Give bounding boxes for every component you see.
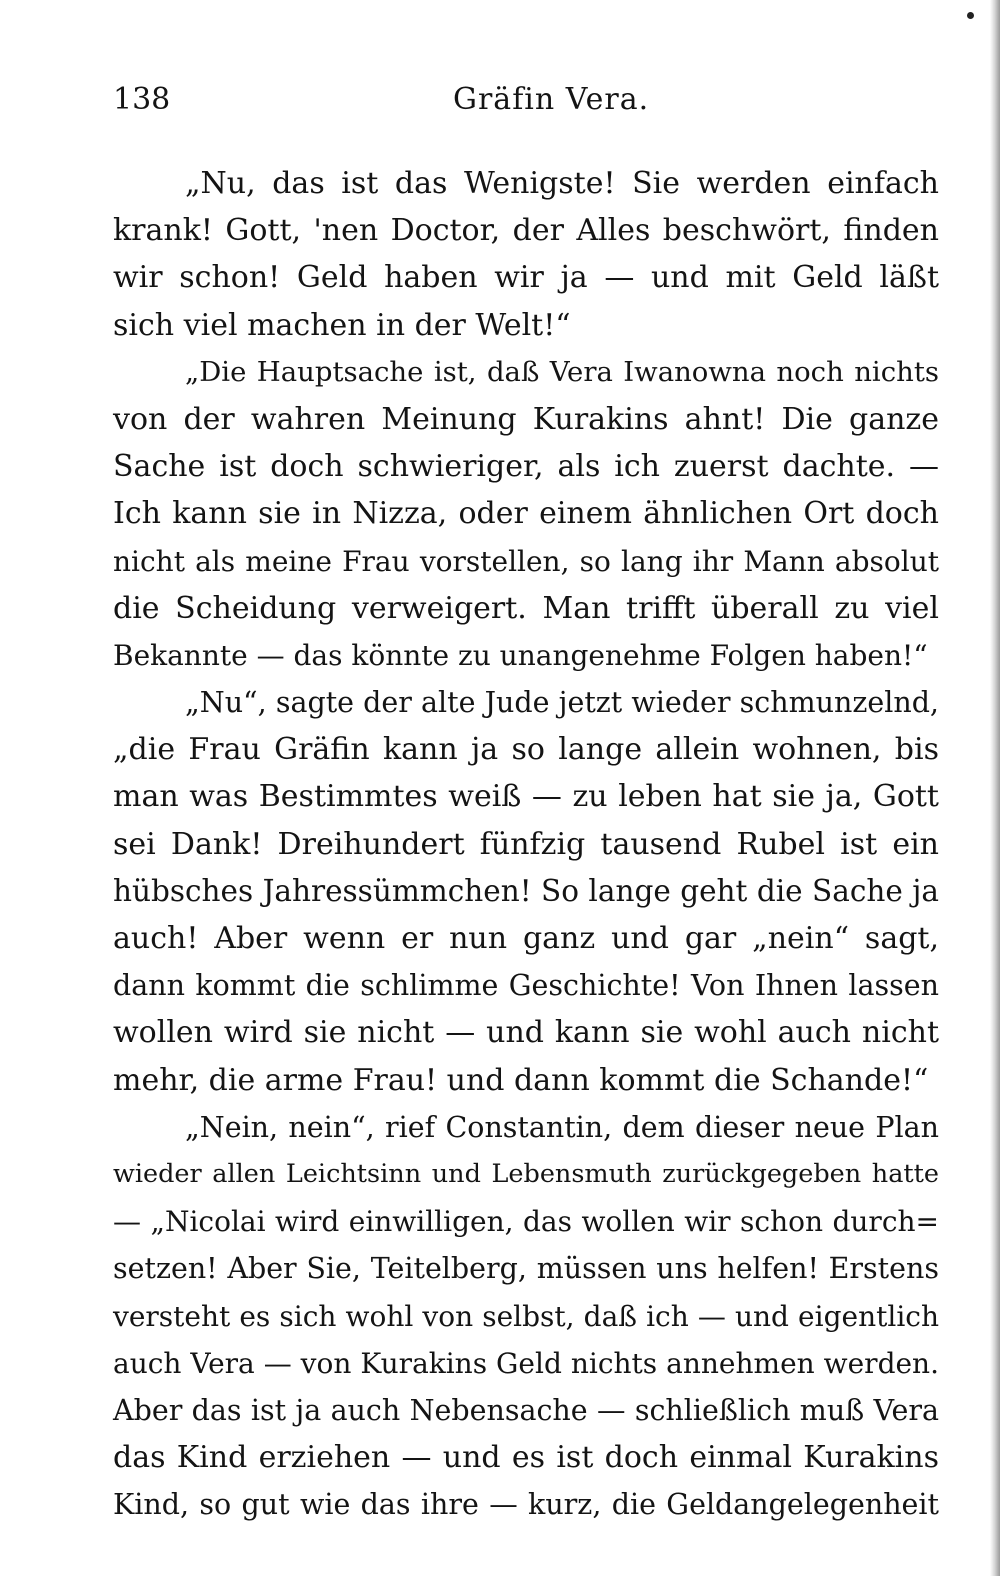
text-line: von der wahren Meinung Kurakins ahnt! Die ganze (113, 401, 939, 437)
text-line: sich viel machen in der Welt!“ (113, 307, 571, 343)
text-line: versteht es sich wohl von selbst, daß ich — und eigentlich (113, 1299, 939, 1333)
body-text (113, 160, 939, 1528)
text-line: das Kind erziehen — und es ist doch einmal Kurakins (113, 1440, 939, 1476)
text-line: Aber das ist ja auch Nebensache — schließlich muß Vera (113, 1393, 939, 1427)
text-line: „Nein, nein“, rief Constantin, dem dieser neue Plan (185, 1110, 939, 1144)
text-line: „die Frau Gräfin kann ja so lange allein wohnen, bis (113, 732, 939, 768)
text-line: setzen! Aber Sie, Teitelberg, müssen uns helfen! Erstens (113, 1252, 939, 1286)
text-line: nicht als meine Frau vorstellen, so lang ihr Mann absolut (113, 544, 939, 578)
text-line: sei Dank! Dreihundert fünfzig tausend Rubel ist ein (113, 826, 939, 862)
text-line: Kind, so gut wie das ihre — kurz, die Geldangelegenheit (113, 1488, 939, 1522)
running-title: Gräfin Vera. (453, 82, 650, 117)
text-line: „Nu, das ist das Wenigste! Sie werden einfach (185, 166, 939, 201)
text-line: Bekannte — das könnte zu unangenehme Folgen haben!“ (113, 638, 928, 672)
text-line: „Die Hauptsache ist, daß Vera Iwanowna noch nichts (185, 355, 939, 388)
text-line: wir schon! Geld haben wir ja — und mit Geld läßt (113, 260, 939, 296)
text-line: mehr, die arme Frau! und dann kommt die Schande!“ (113, 1062, 929, 1098)
page-edge-shadow (990, 0, 1000, 1576)
page-number: 138 (113, 82, 171, 117)
text-line: wieder allen Leichtsinn und Lebensmuth zurückgegeben hatte (113, 1158, 939, 1189)
page-header (113, 82, 933, 126)
text-line: krank! Gott, 'nen Doctor, der Alles beschwört, finden (113, 213, 939, 249)
text-line: — „Nicolai wird einwilligen, das wollen wir schon durch= (113, 1205, 939, 1239)
text-line: wollen wird sie nicht — und kann sie wohl auch nicht (113, 1015, 939, 1051)
text-line: dann kommt die schlimme Geschichte! Von Ihnen lassen (113, 969, 939, 1003)
text-line: auch Vera — von Kurakins Geld nichts annehmen werden. (113, 1346, 939, 1380)
text-line: hübsches Jahressümmchen! So lange geht die Sache ja (113, 873, 939, 908)
text-line: „Nu“, sagte der alte Jude jetzt wieder schmunzelnd, (185, 686, 939, 720)
text-line: Sache ist doch schwieriger, als ich zuerst dachte. — (113, 449, 939, 485)
text-line: Ich kann sie in Nizza, oder einem ähnlichen Ort doch (113, 496, 939, 532)
ink-speck (967, 12, 974, 19)
text-line: man was Bestimmtes weiß — zu leben hat sie ja, Gott (113, 779, 939, 815)
text-line: auch! Aber wenn er nun ganz und gar „nein“ sagt, (113, 921, 939, 956)
text-line: die Scheidung verweigert. Man trifft überall zu viel (113, 590, 939, 626)
